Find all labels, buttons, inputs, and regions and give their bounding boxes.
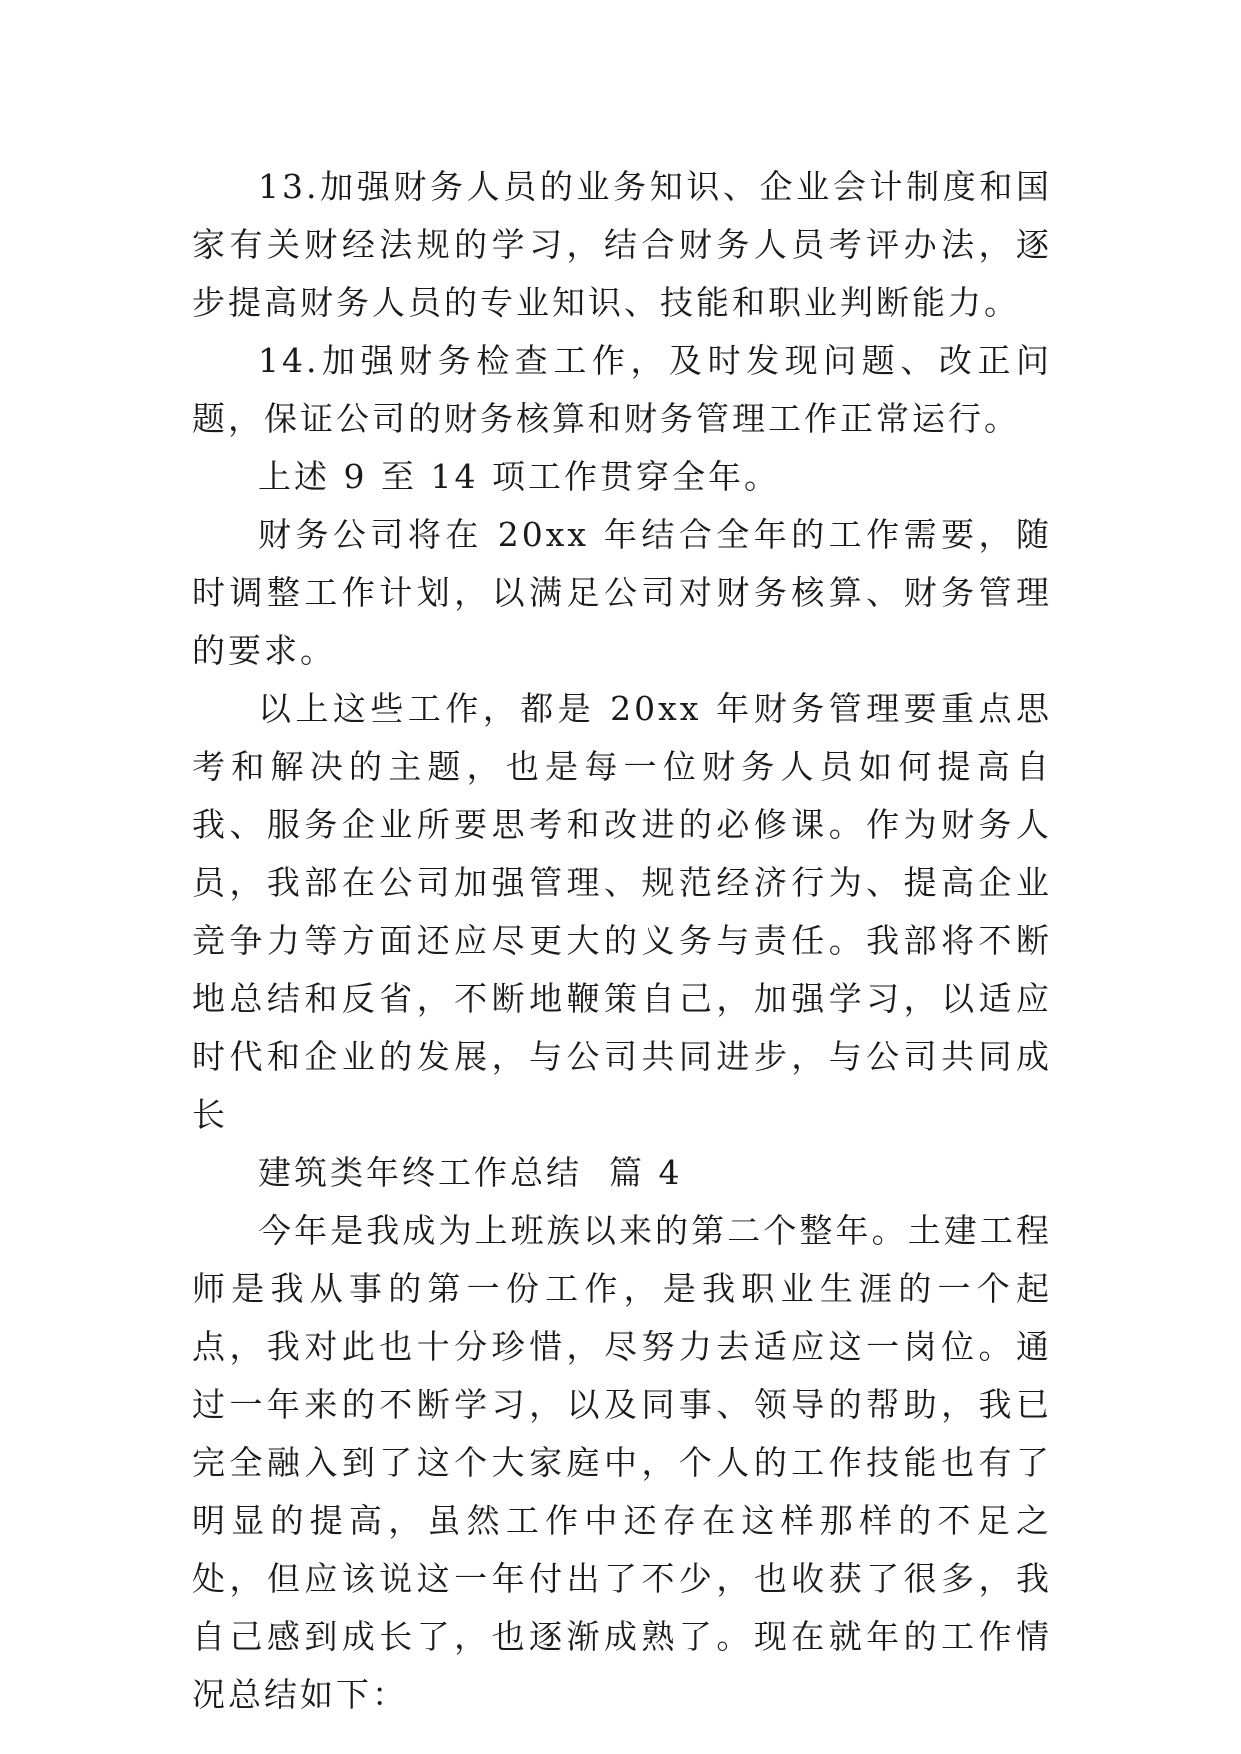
paragraph-section-intro: 今年是我成为上班族以来的第二个整年。土建工程师是我从事的第一份工作，是我职业生涯的一个起点，我对此也十分珍惜，尽努力去适应这一岗位。通过一年来的不断学习，以及同事、领导的帮助，我已完全融入到了这个大家庭中，个人的工作技能也有了明显的提高，虽然工作中还存在这样那样的不足之处，但应该说这一年付出了不少，也收获了很多，我自己感到成长了，也逐渐成熟了。现在就年的工作情况总结如下：: [192, 1211, 1052, 1714]
paragraph-item-13: 13.加强财务人员的业务知识、企业会计制度和国家有关财经法规的学习，结合财务人员考评办法，逐步提高财务人员的专业知识、技能和职业判断能力。: [192, 167, 1052, 322]
paragraph-summary: 上述 9 至 14 项工作贯穿全年。: [258, 457, 780, 496]
paragraph-plan: 财务公司将在 20xx 年结合全年的工作需要，随时调整工作计划，以满足公司对财务核算、财务管理的要求。: [192, 515, 1052, 670]
section-heading: 建筑类年终工作总结 篇 4: [258, 1153, 683, 1192]
document-body: [192, 158, 1052, 1724]
paragraph-item-14: 14.加强财务检查工作，及时发现问题、改正问题，保证公司的财务核算和财务管理工作正常运行。: [192, 341, 1052, 438]
paragraph-conclusion: 以上这些工作，都是 20xx 年财务管理要重点思考和解决的主题，也是每一位财务人员如何提高自我、服务企业所要思考和改进的必修课。作为财务人员，我部在公司加强管理、规范经济行为、提高企业竞争力等方面还应尽更大的义务与责任。我部将不断地总结和反省，不断地鞭策自己，加强学习，以适应时代和企业的发展，与公司共同进步，与公司共同成长: [192, 689, 1052, 1134]
